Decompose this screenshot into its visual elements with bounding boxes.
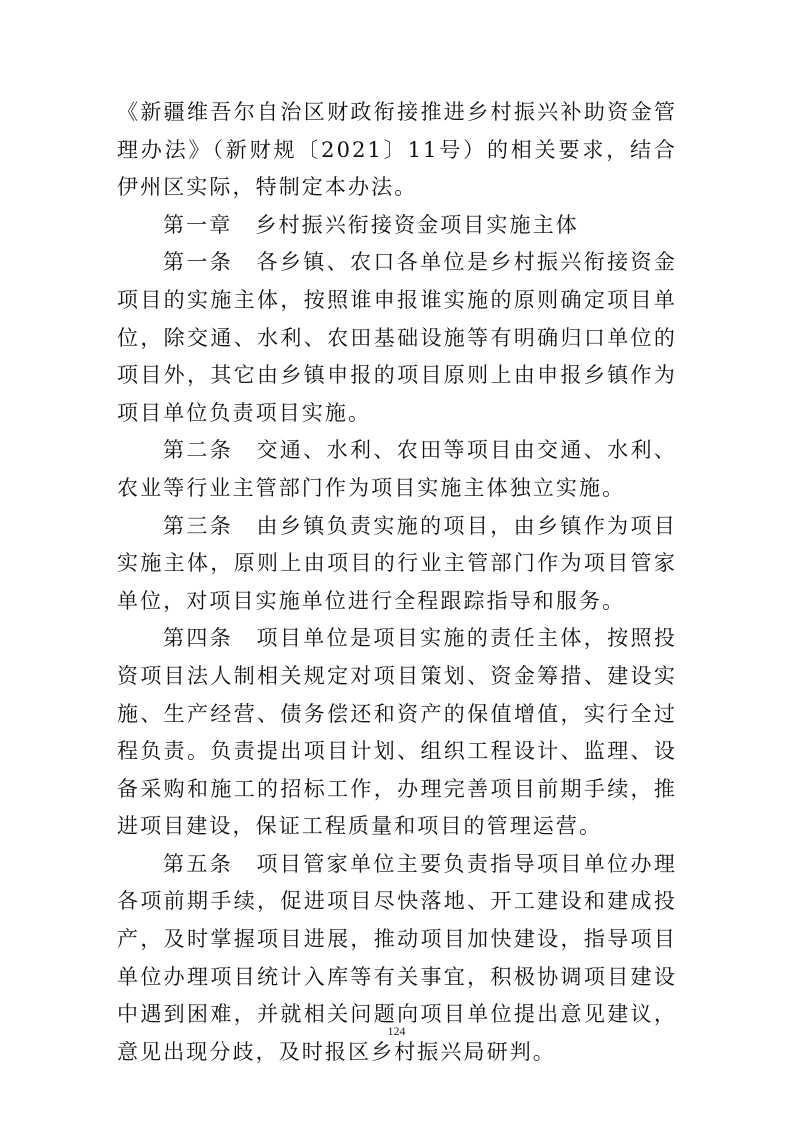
article-5: 第五条 项目管家单位主要负责指导项目单位办理各项前期手续，促进项目尽快落地、开工建设和建成投产，及时掌握项目进展，推动项目加快建设，指导项目单位办理项目统计入库等有关事宜，积极协调项目建设中遇到困难，并就相关问题向项目单位提出意见建议，意见出现分歧，及时报区乡村振兴局研判。 (117, 851, 677, 1064)
article-4: 第四条 项目单位是项目实施的责任主体，按照投资项目法人制相关规定对项目策划、资金筹措、建设实施、生产经营、债务偿还和资产的保值增值，实行全过程负责。负责提出项目计划、组织工程设计、监理、设备采购和施工的招标工作，办理完善项目前期手续，推进项目建设，保证工程质量和项目的管理运营。 (117, 626, 677, 839)
article-2: 第二条 交通、水利、农田等项目由交通、水利、农业等行业主管部门作为项目实施主体独立实施。 (117, 438, 677, 500)
article-1: 第一条 各乡镇、农口各单位是乡村振兴衔接资金项目的实施主体，按照谁申报谁实施的原则确定项目单位，除交通、水利、农田基础设施等有明确归口单位的项目外，其它由乡镇申报的项目原则上由申报乡镇作为项目单位负责项目实施。 (117, 250, 677, 425)
chapter-heading: 第一章 乡村振兴衔接资金项目实施主体 (163, 212, 579, 237)
body-text (117, 94, 677, 1071)
article-3: 第三条 由乡镇负责实施的项目，由乡镇作为项目实施主体，原则上由项目的行业主管部门作为项目管家单位，对项目实施单位进行全程跟踪指导和服务。 (117, 513, 677, 613)
paragraph-intro-continued: 《新疆维吾尔自治区财政衔接推进乡村振兴补助资金管理办法》（新财规〔2021〕11号）的相关要求，结合伊州区实际，特制定本办法。 (117, 100, 677, 200)
page-number: 124 (387, 1024, 406, 1038)
